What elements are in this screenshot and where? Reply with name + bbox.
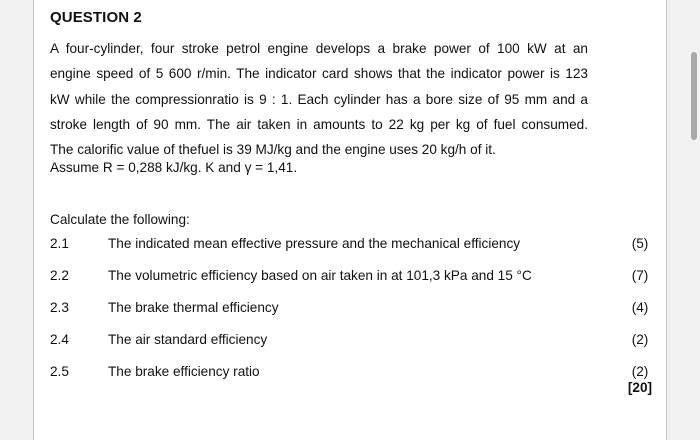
item-text: The brake efficiency ratio [108, 364, 260, 379]
item-number: 2.1 [50, 236, 69, 251]
item-marks: (4) [631, 300, 649, 315]
calculate-intro: Calculate the following: [50, 212, 190, 227]
question-item [50, 236, 649, 254]
item-number: 2.5 [50, 364, 69, 379]
document-page [33, 0, 667, 440]
paragraph-line: stroke length of 90 mm. The air taken in amounts to 22 kg per kg of fuel consumed. [50, 116, 588, 132]
item-marks: (2) [631, 332, 649, 347]
question-paragraph [50, 36, 588, 162]
question-item [50, 300, 649, 318]
item-text: The brake thermal efficiency [108, 300, 279, 315]
item-number: 2.2 [50, 268, 69, 283]
item-text: The indicated mean effective pressure and the mechanical efficiency [108, 236, 521, 251]
paragraph-line: engine speed of 5 600 r/min. The indicator card shows that the indicator power is 123 [50, 66, 588, 82]
item-text: The volumetric efficiency based on air taken in at 101,3 kPa and 15 °C [108, 268, 532, 283]
question-item [50, 364, 649, 382]
question-item [50, 332, 649, 350]
question-title: QUESTION 2 [50, 9, 142, 26]
item-number: 2.4 [50, 332, 69, 347]
item-number: 2.3 [50, 300, 69, 315]
question-item [50, 268, 649, 286]
paragraph-line: kW while the compressionratio is 9 : 1. Each cylinder has a bore size of 95 mm and a [50, 91, 588, 107]
assumption-line: Assume R = 0,288 kJ/kg. K and γ = 1,41. [50, 160, 298, 175]
paragraph-line: A four-cylinder, four stroke petrol engine develops a brake power of 100 kW at an [50, 41, 588, 56]
total-marks: [20] [627, 380, 653, 395]
item-marks: (5) [631, 236, 649, 251]
paragraph-line: The calorific value of thefuel is 39 MJ/kg and the engine uses 20 kg/h of it. [50, 142, 496, 158]
item-marks: (2) [631, 364, 649, 379]
vertical-scrollbar[interactable] [691, 52, 697, 140]
item-marks: (7) [631, 268, 649, 283]
item-text: The air standard efficiency [108, 332, 268, 347]
